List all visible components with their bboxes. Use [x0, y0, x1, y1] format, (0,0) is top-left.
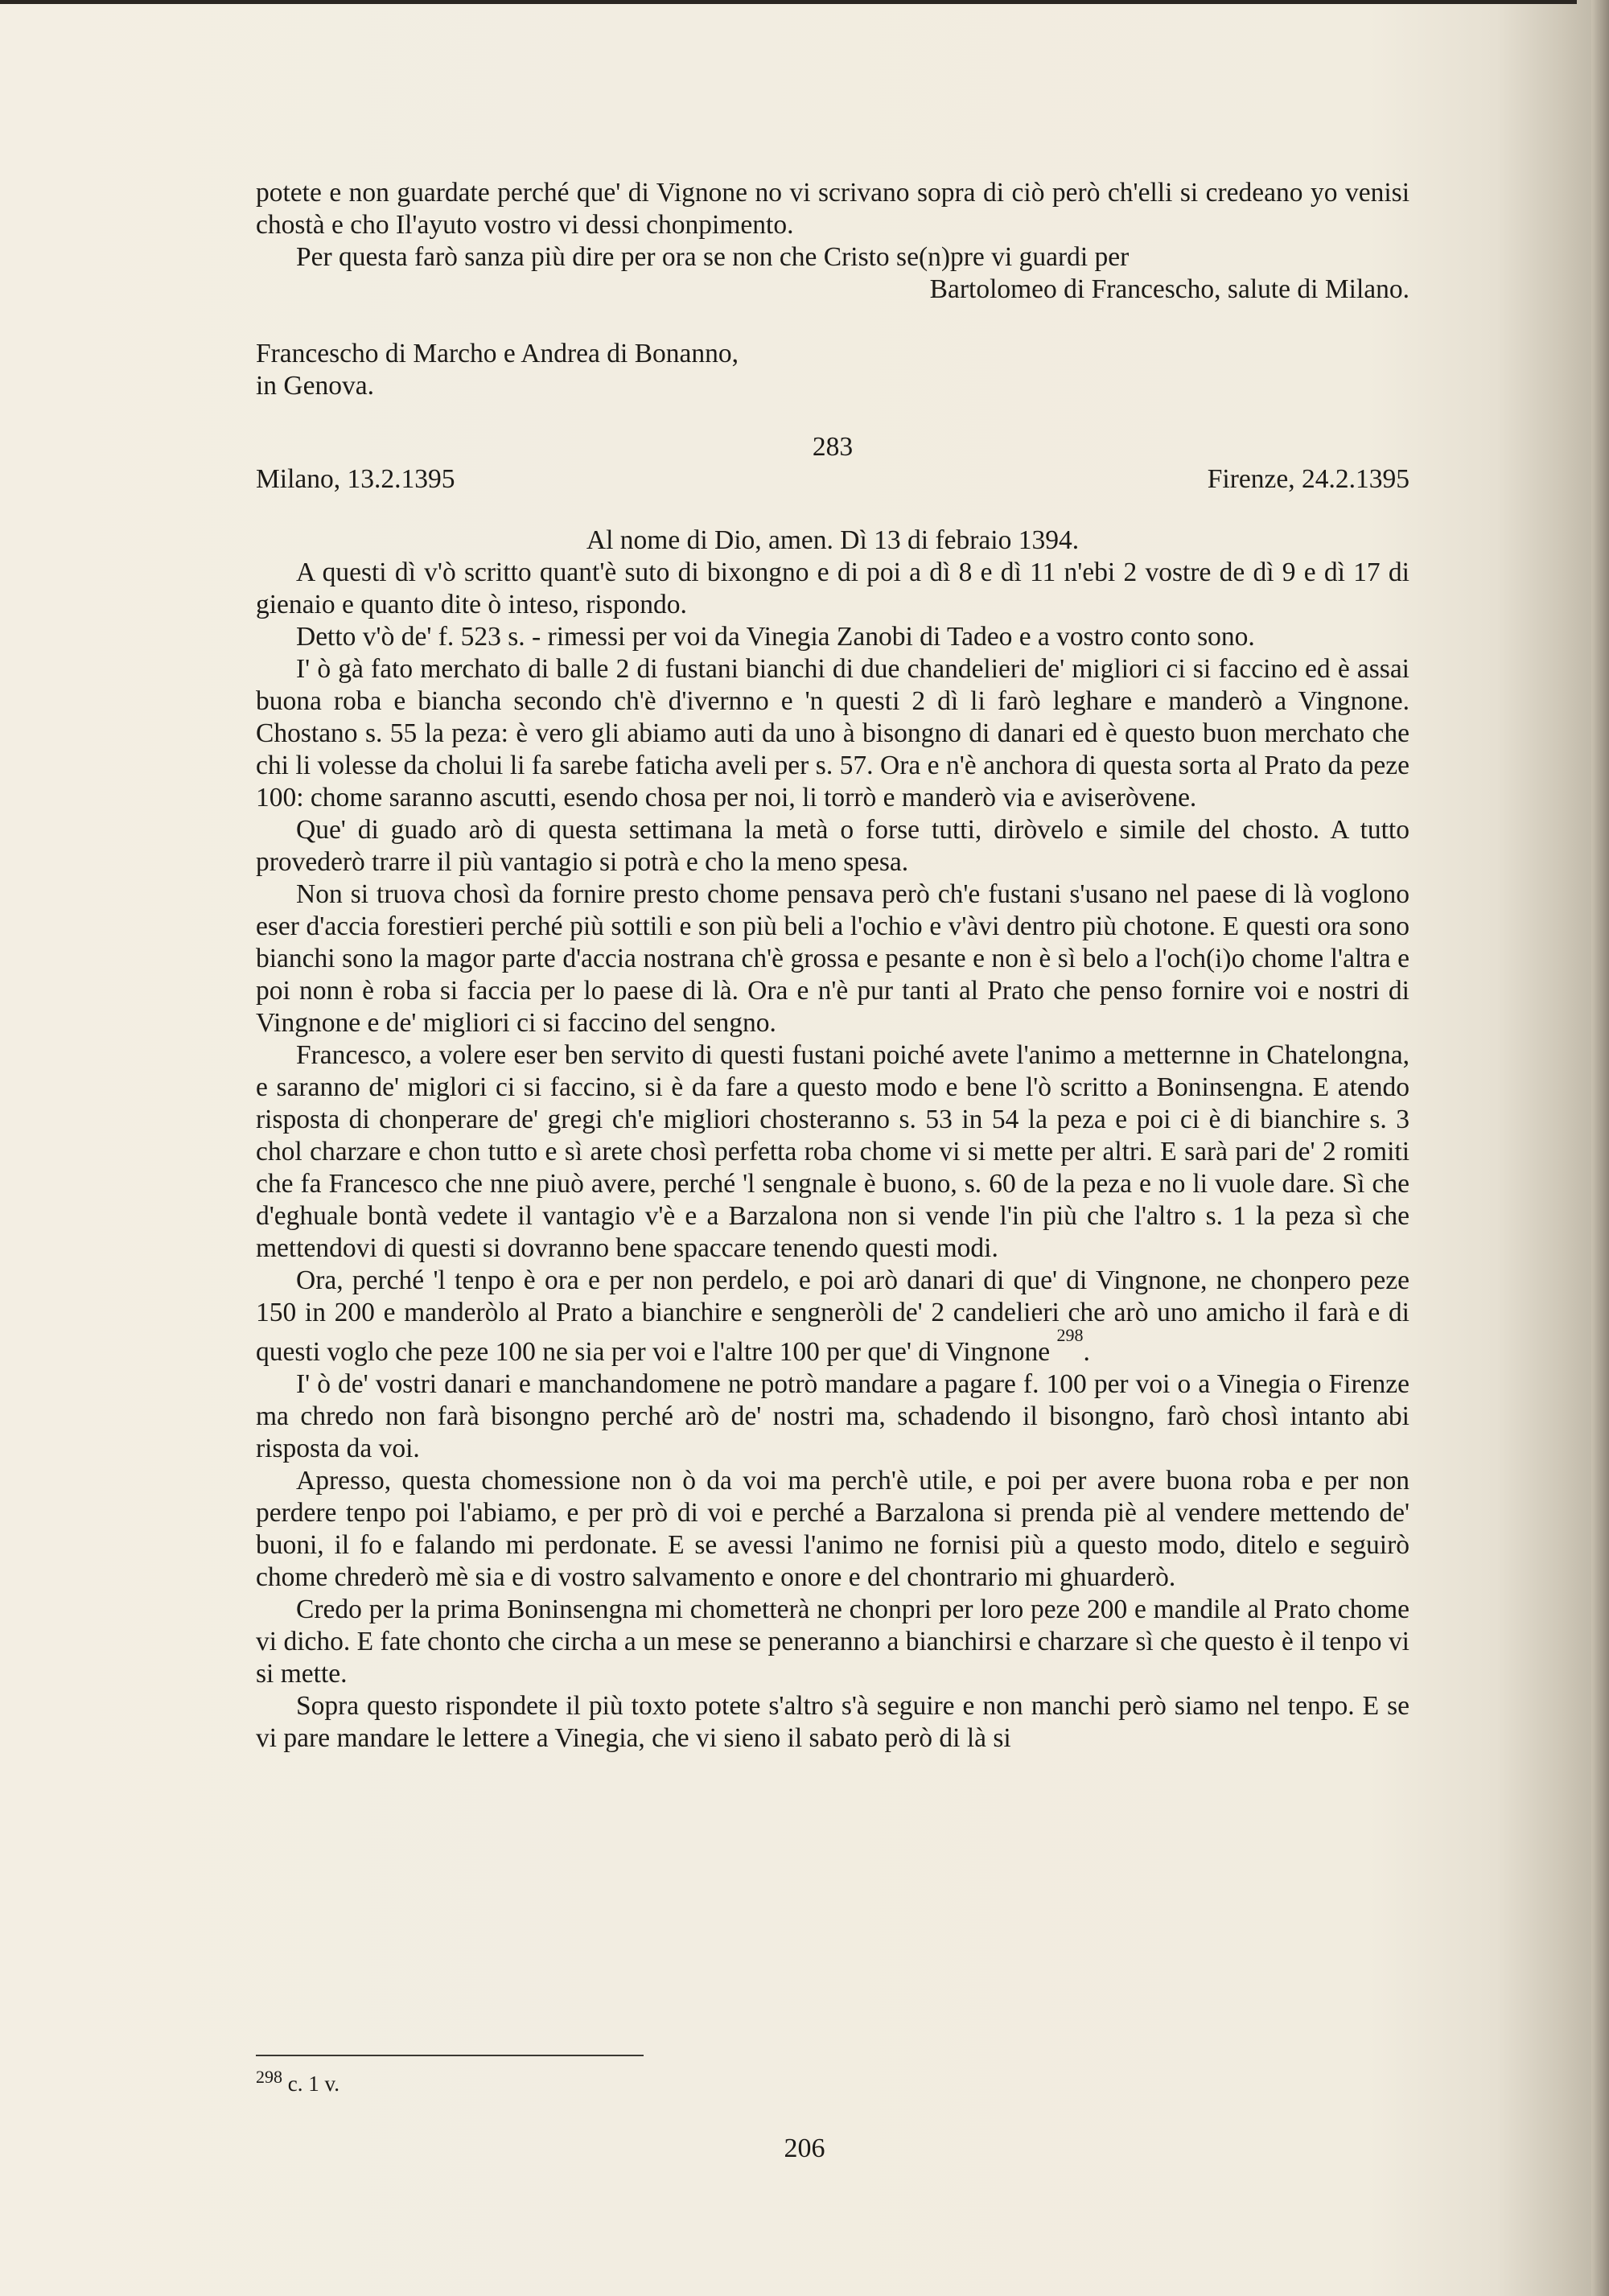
footnote — [256, 2067, 339, 2098]
book-spine-shadow — [1591, 0, 1609, 2296]
paragraph: I' ò gà fato merchato di balle 2 di fustani bianchi di due chandelieri de' migliori ci si faccino ed è assai buona roba e biancha secondo ch'è d'ivernno e 'n questi 2 dì li farò leghare e manderò a Vingnone. Chostano s. 55 la peza: è vero gli abiamo auti da uno à bisongno di danari ed è questo buon merchato che chi li volesse da cholui li fa sarebe faticha aveli per s. 57. Ora e n'è anchora di questa sorta al Prato da peze 100: chome saranno ascutti, esendo chosa per noi, li torrò e manderò via e aviseròvene. — [256, 654, 1409, 813]
paragraph: A questi dì v'ò scritto quant'è suto di bixongno e di poi a dì 8 e dì 11 n'ebi 2 vostre de dì 9 e dì 17 di gienaio e quanto dite ò inteso, rispondo. — [256, 558, 1409, 619]
address-line-2: in Genova. — [256, 371, 374, 401]
sent-date: Milano, 13.2.1395 — [256, 464, 455, 494]
letter-opening: Al nome di Dio, amen. Dì 13 di febraio 1394. — [586, 525, 1080, 555]
footnote-number: 298 — [256, 2067, 282, 2087]
address-line-1: Francescho di Marcho e Andrea di Bonanno, — [256, 339, 739, 368]
paragraph: Que' di guado arò di questa settimana la metà o forse tutti, diròvelo e simile del chosto. A tutto provederò trarre il più vantagio si potrà e cho la meno spesa. — [256, 815, 1409, 877]
page-number: 206 — [784, 2133, 825, 2163]
signature-line: Bartolomeo di Francescho, salute di Milano. — [929, 274, 1409, 304]
paragraph: Apresso, questa chomessione non ò da voi ma perch'è utile, e poi per avere buona roba e per non perdere tenpo poi l'abiamo, e per prò di voi e perché a Barzalona si prenda piè al vendere mettendo de' buoni, il fo e falando mi perdonate. E se avessi l'animo ne fornisi più a questo modo, ditelo e seguirò chome chrederò mè sia e di vostro salvamento e onore e del chontrario mi ghuarderò. — [256, 1466, 1409, 1593]
paragraph: Francesco, a volere eser ben servito di questi fustani poiché avete l'animo a metternne in Chatelongna, e saranno de' miglori ci si faccino, si è da fare a questo modo e bene l'ò scritto a Boninsengna. E atendo risposta di chonperare de' gregi ch'e migliori chosteranno s. 53 in 54 la peza e poi ci è di bianchire s. 3 chol charzare e chon tutto e sì arete chosì perfetta roba chome vi si mette per altri. E sarà pari de' 2 romiti che fa Francesco che nne piuò avere, perché 'l sengnale è buono, s. 60 de la peza e no li vuole dare. Sì che d'eghuale bontà vedete il vantagio v'è e a Barzalona non si vende l'in più che l'altro s. 1 la peza sì che mettendovi di questi si dovranno bene spaccare tenendo questi modi. — [256, 1040, 1409, 1263]
main-text — [256, 177, 1409, 1755]
letter-number: 283 — [812, 432, 854, 462]
paragraph-with-footnote — [256, 1265, 1409, 1368]
paragraph: Non si truova chosì da fornire presto chome pensava però ch'e fustani s'usano nel paese di là voglono eser d'accia forestieri perché più sottili e son più beli a l'ochio e v'àvi dentro più chotone. E questi ora sono bianchi sono la magor parte d'accia nostrana ch'è grossa e pesante e non è sì belo a l'och(i)o chome l'altra e poi nonn è roba si faccia per lo paese di là. Ora e n'è pur tanti al Prato che penso fornire voi e nostri di Vingnone e de' migliori ci si faccino del sengno. — [256, 879, 1409, 1038]
letter-dates — [256, 463, 1409, 496]
paragraph: Detto v'ò de' f. 523 s. - rimessi per voi da Vinegia Zanobi di Tadeo e a vostro conto sono. — [296, 622, 1255, 652]
paragraph: I' ò de' vostri danari e manchandomene ne potrò mandare a pagare f. 100 per voi o a Vinegia o Firenze ma chredo non farà bisongno perché arò de' nostri ma, schadendo il bisongno, farò chosì intanto abi risposta da voi. — [256, 1369, 1409, 1464]
paragraph-end: . — [1083, 1337, 1090, 1368]
closing-line: Per questa farò sanza più dire per ora se non che Cristo se(n)pre vi guardi per — [296, 242, 1130, 272]
paragraph-text: Ora, perché 'l tenpo è ora e per non perdelo, e poi arò danari di que' di Vingnone, ne chonpero peze 150 in 200 e manderòlo al Prato a bianchire e sengneròli de' 2 candelieri che arò uno amicho il farà e di questi voglo che peze 100 ne sia per voi e l'altre 100 per que' di Vingnone — [256, 1265, 1409, 1368]
paragraph-continuation: potete e non guardate perché que' di Vignone no vi scrivano sopra di ciò però ch'elli si credeano yo venisi chostà e cho Il'ayuto vostro vi dessi chonpimento. — [256, 178, 1409, 240]
received-date: Firenze, 24.2.1395 — [1207, 464, 1409, 494]
footnote-reference[interactable]: 298 — [1056, 1325, 1084, 1345]
paragraph: Credo per la prima Boninsengna mi chometterà ne chonpri per loro peze 200 e mandile al Prato chome vi dicho. E fate chonto che circha a un mese se peneranno a bianchirsi e charzare sì che questo è il tenpo vi si mette. — [256, 1594, 1409, 1689]
paragraph: Sopra questo rispondete il più toxto potete s'altro s'à seguire e non manchi però siamo nel tenpo. E se vi pare mandare le lettere a Vinegia, che vi sieno il sabato però di là si — [256, 1691, 1409, 1754]
footnote-divider — [256, 2055, 644, 2056]
top-edge-line — [0, 0, 1577, 4]
footnote-text: c. 1 v. — [287, 2072, 339, 2096]
